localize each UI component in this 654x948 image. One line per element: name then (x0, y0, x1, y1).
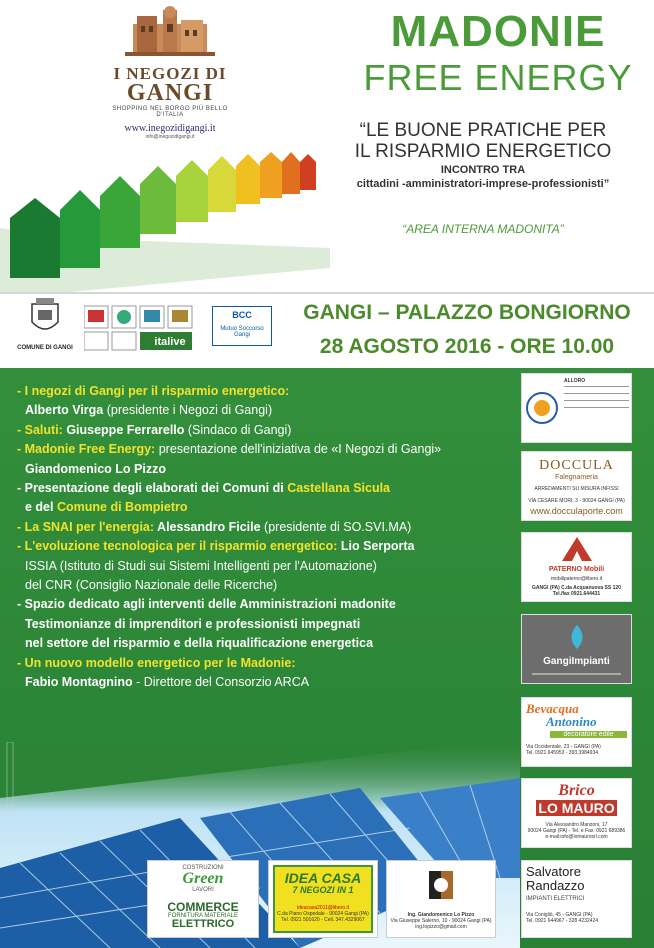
title-free-energy: FREE ENERGY (363, 57, 633, 98)
program-item-7-text: Testimonianze di imprenditori e professionisti impegnati (25, 616, 361, 631)
alloro-name: ALLORO (564, 378, 586, 384)
logo-email[interactable]: info@inegozidigangi.it (145, 134, 195, 140)
item-heading: - L'evoluzione tecnologica per il risparmio energetico: (17, 539, 338, 554)
item-highlight: Castellana Sicula (287, 481, 391, 496)
program-item-4-cont (17, 498, 517, 517)
vertical-credit (5, 742, 15, 812)
bevacqua-name2: Antonino (546, 714, 597, 729)
item-heading: - Saluti: (17, 422, 63, 437)
sponsor-salvatore-randazzo[interactable] (521, 860, 632, 938)
salvatore-address: Via Conigliò, 45 - GANGI (PA) (526, 912, 593, 918)
brico-address2: 90024 Gangi (PA) - Tel. e Fax: 0921 689386 (527, 828, 626, 834)
doccula-tag: ARREDAMENTI SU MISURA INFISSI (534, 486, 619, 492)
speaker-role: - Direttore del Consorzio ARCA (132, 675, 310, 690)
roles-label: cittadini -amministratori-imprese-professionisti” (356, 178, 610, 190)
green-name: Green (182, 870, 224, 887)
subtitle-line2: IL RISPARMIO ENERGETICO (354, 141, 612, 162)
doccula-name: DOCCULA (539, 458, 614, 473)
paterno-tel: Tel./fax 0921.644431 (552, 591, 601, 597)
logo-tagline: SHOPPING NEL BORGO PIÙ BELLO D'ITALIA (112, 106, 228, 118)
brico-address: Via Alessandro Manzoni, 17 (545, 822, 608, 828)
paterno-mail[interactable]: mobilipaterno@libero.it (550, 576, 603, 582)
paterno-name: PATERNO Mobili (548, 566, 605, 573)
energy-houses-illustration (0, 118, 340, 292)
idea-mail[interactable]: ideacasa2011@libero.it (297, 905, 349, 911)
item-heading: - Madonie Free Energy: (17, 442, 156, 457)
salvatore-tel: Tel. 0921 644967 - 328 4232424 (526, 918, 599, 924)
program-item-6 (17, 537, 517, 556)
speaker-name: Giuseppe Ferrarello (62, 422, 185, 437)
bevacqua-tel: Tel. 0921.645953 - 393.3984934 (526, 750, 599, 756)
lo-pizzo-logo-icon (427, 869, 455, 901)
header (0, 0, 654, 292)
program-item-8: - Un nuovo modello energetico per le Madonie: (17, 655, 296, 670)
incontro-label: INCONTRO TRA (440, 164, 526, 176)
title-madonie: MADONIE (390, 7, 606, 56)
lo-pizzo-name: Ing. Giandomenico Lo Pizzo (407, 912, 475, 918)
item-text: presentazione dell'iniziativa de «I Negozi di Gangi» (155, 442, 442, 457)
sponsor-idea-casa[interactable] (268, 860, 378, 938)
gangi-impianti-logo-icon (564, 623, 590, 651)
doccula-address: VIA CESARE MORI, 3 - 90024 GANGI (PA) (528, 498, 625, 504)
item-heading: - La SNAI per l'energia: (17, 519, 155, 534)
speaker-name: Alessandro Ficile (154, 519, 261, 534)
program-item-8-speaker (17, 673, 517, 692)
sponsor-brico-lo-mauro[interactable] (521, 778, 632, 848)
event-date: 28 AGOSTO 2016 - ORE 10.00 (319, 335, 615, 358)
italive-label: italive (154, 336, 186, 348)
bevacqua-address: Via Occidentale, 23 - GANGI (PA) (526, 744, 601, 750)
comune-logo (10, 298, 80, 351)
program-item-1-speaker (17, 401, 517, 420)
program-list (17, 382, 517, 693)
sponsor-alloro[interactable] (521, 373, 632, 443)
bcc-name: BCC (232, 310, 252, 320)
sponsor-gangi-impianti[interactable] (521, 614, 632, 684)
item-highlight: Comune di Bompietro (56, 500, 188, 515)
comune-label: COMUNE DI GANGI (17, 345, 73, 351)
bcc-sub: Mutuo Soccorso (220, 326, 264, 332)
bcc-logo (212, 306, 272, 346)
doccula-sub: Falegnameria (555, 474, 598, 481)
speaker-role: (presidente i Negozi di Gangi) (103, 403, 273, 418)
bevacqua-sub: decoratore edile (550, 731, 627, 738)
program-item-1: - I negozi di Gangi per il risparmio energetico: (17, 384, 290, 398)
program-item-3 (17, 440, 517, 459)
brico-name: Brico (558, 782, 595, 799)
commerce-sub: FORNITURA MATERIALE (168, 913, 238, 919)
program-item-2 (17, 421, 517, 440)
salvatore-name2: Randazzo (526, 878, 585, 893)
sponsor-doccula[interactable] (521, 451, 632, 521)
commerce-name: COMMERCE (167, 900, 239, 914)
idea-name: IDEA CASA (284, 870, 362, 886)
event-band (0, 292, 654, 368)
speaker-name: Lio Serporta (337, 539, 415, 554)
program-item-4 (17, 479, 517, 498)
sponsor-paterno[interactable] (521, 532, 632, 602)
commerce-elettrico: ELETTRICO (171, 918, 235, 930)
sponsor-bevacqua[interactable] (521, 697, 632, 767)
sponsor-green-commerce[interactable] (147, 860, 259, 938)
alloro-logo-icon (525, 391, 559, 425)
town-icon (115, 6, 225, 56)
item-text: e del (25, 500, 57, 515)
salvatore-name: Salvatore (526, 864, 581, 879)
doccula-url[interactable]: www.docculaporte.com (530, 506, 623, 516)
bevacqua-name: Bevacqua (526, 701, 579, 716)
salvatore-sub: IMPIANTI ELETTRICI (526, 896, 585, 902)
logo-title: I NEGOZI DI (113, 64, 227, 83)
subtitle-line1: “LE BUONE PRATICHE PER (359, 120, 607, 141)
speaker-role: (Sindaco di Gangi) (184, 422, 292, 437)
lo-pizzo-mail[interactable]: ing.lopizzo@gmail.com (415, 924, 467, 930)
program-item-5 (17, 518, 517, 537)
paterno-logo-icon (562, 537, 592, 561)
event-place: GANGI – PALAZZO BONGIORNO (303, 301, 631, 324)
brico-mail[interactable]: e-mail:info@lomaurosrl.com (545, 834, 608, 840)
brico-name2: LO MAURO (536, 800, 617, 816)
gangi-impianti-name: GangiImpianti (543, 656, 610, 667)
green-top: COSTRUZIONI (182, 865, 224, 871)
area-label: “AREA INTERNA MADONITA” (402, 222, 564, 236)
program-item-7-text2: nel settore del risparmio e della riqualificazione energetica (25, 636, 374, 651)
paterno-address: GANGI (PA) C.da Acquanuova SS 120 (532, 585, 621, 591)
logo-brand: GANGI (126, 80, 214, 106)
speaker-name: Alberto Virga (25, 403, 104, 418)
item-text: - Presentazione degli elaborati dei Comuni di (17, 481, 288, 496)
idea-tel: Tel. 0921 501620 - Cell. 347.4329067 (281, 917, 365, 923)
lo-pizzo-address: Via Giuseppe Salerno, 10 - 90024 Gangi (PA) (390, 918, 492, 924)
idea-sub: 7 NEGOZI IN 1 (292, 885, 354, 895)
program-item-6-org: ISSIA (Istituto di Studi sui Sistemi Intelligenti per l'Automazione) (25, 558, 377, 573)
subtitle (312, 120, 654, 162)
idea-address: C.da Piano Ospedale - 90024 Gangi (PA) (277, 911, 369, 917)
program-item-6-org2: del CNR (Consiglio Nazionale delle Ricerche) (25, 578, 278, 593)
program-item-7: - Spazio dedicato agli interventi delle Amministrazioni madonite (17, 597, 396, 612)
logo-url[interactable]: www.inegozidigangi.it (124, 123, 216, 134)
speaker-role: (presidente di SO.SVI.MA) (260, 519, 412, 534)
green-sub: LAVORI (192, 887, 214, 893)
speaker-name: Fabio Montagnino (25, 675, 133, 690)
program-item-3-speaker: Giandomenico Lo Pizzo (25, 461, 166, 476)
sponsor-ing-lo-pizzo[interactable] (386, 860, 496, 938)
coat-of-arms-icon (28, 298, 62, 338)
bcc-place: Gangi (233, 332, 250, 338)
